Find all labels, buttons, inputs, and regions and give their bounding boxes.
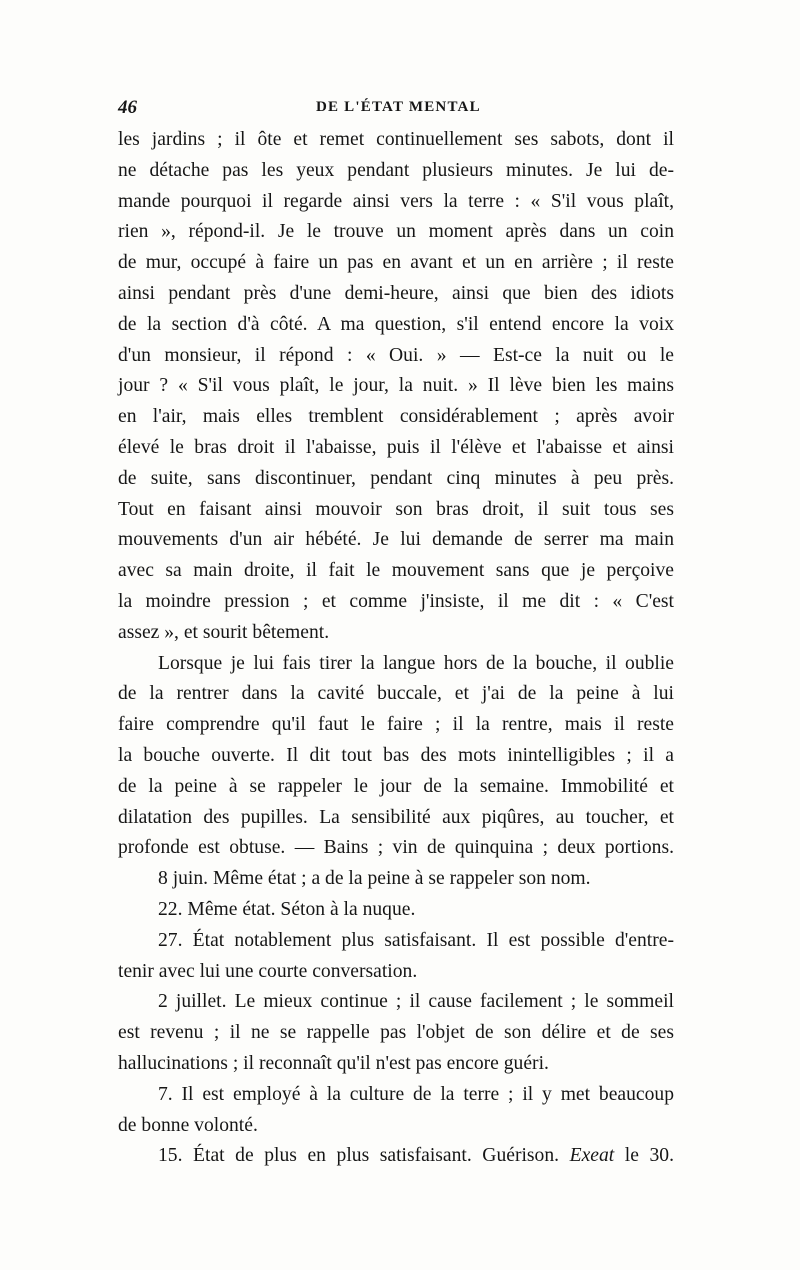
text-line: de bonne volonté. bbox=[118, 1114, 258, 1136]
text-line: en l'air, mais elles tremblent considérablement ; après avoir bbox=[118, 406, 674, 428]
text-line: est revenu ; il ne se rappelle pas l'objet de son délire et de ses bbox=[118, 1022, 674, 1044]
text-line: mande pourquoi il regarde ainsi vers la terre : « S'il vous plaît, bbox=[118, 190, 674, 212]
text-line: ainsi pendant près d'une demi-heure, ainsi que bien des idiots bbox=[118, 282, 674, 304]
text-line: Tout en faisant ainsi mouvoir son bras droit, il suit tous ses bbox=[118, 498, 674, 520]
text-line: les jardins ; il ôte et remet continuellement ses sabots, dont il bbox=[118, 129, 674, 150]
text-line: 27. État notablement plus satisfaisant. Il est possible d'entre- bbox=[158, 929, 674, 951]
text-segment: 15. État de plus en plus satisfaisant. Guérison. bbox=[158, 1145, 560, 1167]
text-line: d'un monsieur, il répond : « Oui. » — Est-ce la nuit ou le bbox=[118, 344, 674, 366]
text-line: faire comprendre qu'il faut le faire ; il la rentre, mais il reste bbox=[118, 714, 674, 736]
page-header bbox=[118, 97, 673, 119]
text-line: 8 juin. Même état ; a de la peine à se rappeler son nom. bbox=[158, 868, 591, 890]
page-number: 46 bbox=[118, 97, 137, 118]
text-line: ne détache pas les yeux pendant plusieurs minutes. Je lui de- bbox=[118, 159, 674, 181]
text-line: 22. Même état. Séton à la nuque. bbox=[158, 898, 416, 920]
text-line: Lorsque je lui fais tirer la langue hors de la bouche, il oublie bbox=[158, 652, 674, 674]
text-line: la bouche ouverte. Il dit tout bas des mots inintelligibles ; il a bbox=[118, 744, 674, 766]
text-line: mouvements d'un air hébété. Je lui demande de serrer ma main bbox=[118, 529, 674, 551]
text-line: la moindre pression ; et comme j'insiste, il me dit : « C'est bbox=[118, 590, 674, 612]
text-line: 2 juillet. Le mieux continue ; il cause facilement ; le sommeil bbox=[158, 991, 674, 1013]
text-line: de la rentrer dans la cavité buccale, et j'ai de la peine à lui bbox=[118, 683, 674, 705]
text-line: élevé le bras droit il l'abaisse, puis il l'élève et l'abaisse et ainsi bbox=[118, 436, 674, 458]
text-line: rien », répond-il. Je le trouve un moment après dans un coin bbox=[118, 221, 674, 243]
text-line-final bbox=[118, 1141, 674, 1172]
text-line: tenir avec lui une courte conversation. bbox=[118, 960, 418, 982]
text-line: 7. Il est employé à la culture de la terre ; il y met beaucoup bbox=[158, 1083, 674, 1105]
text-line: avec sa main droite, il fait le mouvement sans que je perçoive bbox=[118, 560, 674, 582]
text-line: de la section d'à côté. A ma question, s'il entend encore la voix bbox=[118, 313, 674, 335]
body-text bbox=[118, 125, 674, 1172]
text-line: de suite, sans discontinuer, pendant cinq minutes à peu près. bbox=[118, 467, 674, 489]
text-line: de la peine à se rappeler le jour de la semaine. Immobilité et bbox=[118, 775, 674, 797]
text-line: dilatation des pupilles. La sensibilité aux piqûres, au toucher, et bbox=[118, 806, 674, 828]
running-title: DE L'ÉTAT MENTAL bbox=[316, 99, 481, 115]
text-line: jour ? « S'il vous plaît, le jour, la nuit. » Il lève bien les mains bbox=[118, 375, 674, 397]
text-line: hallucinations ; il reconnaît qu'il n'est pas encore guéri. bbox=[118, 1052, 549, 1074]
text-line: de mur, occupé à faire un pas en avant et un en arrière ; il reste bbox=[118, 252, 674, 274]
text-line: assez », et sourit bêtement. bbox=[118, 621, 330, 643]
text-segment: le 30. bbox=[624, 1145, 674, 1167]
italic-term: Exeat bbox=[569, 1145, 615, 1167]
text-line: profonde est obtuse. — Bains ; vin de quinquina ; deux portions. bbox=[118, 837, 674, 859]
